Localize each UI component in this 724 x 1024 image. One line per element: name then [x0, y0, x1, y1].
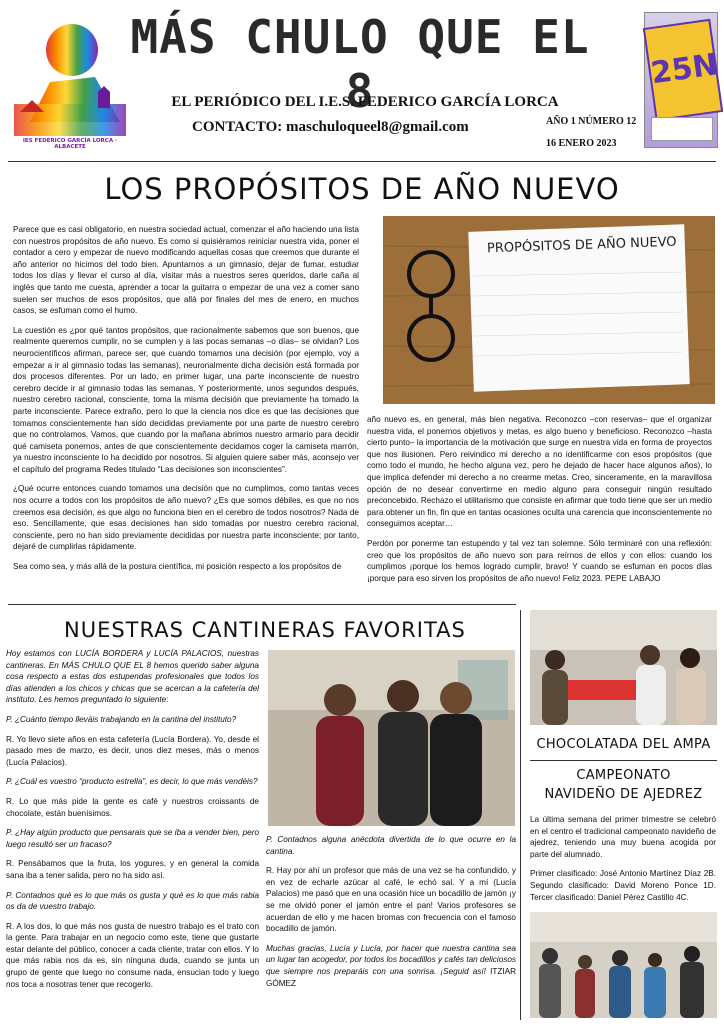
chess-winners-photo: [530, 912, 717, 1018]
article1-paragraph: Sea como sea, y más allá de la postura científica, mi posición respecto a los propósitos de: [13, 562, 342, 572]
sidebar-divider: [530, 760, 717, 761]
25n-badge: [644, 12, 718, 148]
chocolatada-photo: [530, 610, 717, 725]
chocolatada-caption: CHOCOLATADA DEL AMPA: [536, 737, 711, 752]
school-logo: [10, 12, 130, 150]
resolutions-photo-label: PROPÓSITOS DE AÑO NUEVO: [486, 234, 677, 257]
article2-headline: NUESTRAS CANTINERAS FAVORITAS: [64, 618, 466, 642]
interview-question: P. ¿Hay algún producto que pensarais que se iba a vender bien, pero luego resultó ser un fracaso?: [6, 828, 259, 849]
article1-col-left: [13, 224, 359, 581]
chess-body: La última semana del primer trimestre se celebró en el centro el tradicional campeonato navideño de ajedrez, teniendo una muy buena acogida por parte del alumnado.: [530, 815, 716, 859]
article1-paragraph: ¿Qué ocurre entonces cuando tomamos una decisión que no cumplimos, como tantas veces nos ocurre a todos con los propósitos de año nuevo? ¿Es que somos débiles, es que no nos creemos esa decisión, es que algo no funciona bien en el cerebro de todos nosotros? Nada de eso. Sencillamente, que esas decisiones han sido tomadas por nuestro cerebro racional, consciente, pero no han sido previamente decididas por nuestra parte inconsciente; por tanto, dejaré de cumplirlas rápidamente.: [13, 484, 359, 552]
newspaper-subtitle: EL PERIÓDICO DEL I.E.S. FEDERICO GARCÍA LORCA: [171, 94, 559, 110]
chess-title: CAMPEONATO NAVIDEÑO DE AJEDREZ: [544, 768, 703, 802]
interview-question: P. ¿Cuánto tiempo lleváis trabajando en la cantina del instituto?: [6, 714, 237, 724]
interview-answer: R. Hay por ahí un profesor que más de una vez se ha confundido, y en vez de echarle azúcar al café, le echó sal. Y a mí (Lucía Palacios) me pasó que en una ocasión hice un bocadillo de jamón ¡y se me olvidó poner el jamón entre el pan! Varios profesores se acuerdan de ello y me hacen bromas con frecuencia con el famoso bocadillo de jamón.: [266, 866, 516, 934]
interview-answer: R. Pensábamos que la fruta, los yogures, y en general la comida sana iba a tener salida, pero no ha sido así.: [6, 859, 259, 880]
article2-intro: Hoy estamos con LUCÍA BORDERA y LUCÍA PALACIOS, nuestras cantineras. En MÁS CHULO QUE EL 8 hemos querido saber alguna cosa respecto a estas dos estupendas profesionales que todos los días atienden a los chicos y chicas que se acercan a la cafetería del instituto. Les hemos preguntado lo siguiente:: [6, 649, 259, 705]
article1-paragraph: año nuevo es, en general, más bien negativa. Reconozco –con reservas– que el organizar nuestra vida, el ponernos objetivos y metas, es algo bueno y beneficioso. Reconozco –hasta cierto punto– la importancia de la motivación que surge en nuestra vida en forma de proyectos que nos ilusionen. Pero reivindico mi derecho a no identificarme con esos propósitos (que como todo el mundo, he hecho alguna vez, pero he dejado de hacer hace algunos años), lo que implica defender mi derecho a no crearme metas. Creo, sinceramente, en la maravillosa opción de no desear convertirme en medio alguno para conseguir ningún resultado preconcebido. Rechazo el utilitarismo que consiste en afirmar que todo tiene que ser un medio para obtener un fin, fin que en tantas ocasiones oculta una carencia que inconscientemente no conseguimos aceptar…: [367, 415, 712, 529]
article-divider: [8, 604, 516, 605]
masthead-divider: [8, 161, 716, 162]
article2-closing: Muchas gracias, Lucía y Lucía, por hacer que nuestra cantina sea un lugar tan acogedor, por todos los bocadillos y cafés tan deliciosos que siempre nos preparáis con una sonrisa. ¡Seguid así!: [266, 943, 516, 976]
interview-question: P. Contadnos qué es lo que más os gusta y qué es lo que más rabia os da de vuestro trabajo.: [6, 890, 259, 912]
issue-number: AÑO 1 NÚMERO 12: [546, 116, 637, 127]
article2-col-left: [6, 648, 259, 998]
column-divider: [520, 610, 521, 1020]
contact-email[interactable]: CONTACTO: maschuloqueel8@gmail.com: [192, 119, 469, 135]
interview-answer: R. Yo llevo siete años en esta cafetería (Lucía Bordera). Yo, desde el pasado mes de marzo, es decir, unos diez meses, más o menos (Lucía Palacios).: [6, 734, 259, 767]
chess-results: Primer clasificado: José Antonio Martínez Díaz 2B. Segundo clasificado: David Moreno Ponce 1D. Tercer clasificado: Daniel Pérez Castillo 4C.: [530, 869, 716, 902]
logo-caption: IES FEDERICO GARCÍA LORCA · ALBACETE: [22, 138, 118, 150]
issue-date: 16 ENERO 2023: [546, 138, 617, 149]
article1-paragraph: La cuestión es ¿por qué tantos propósitos, que racionalmente sabemos que son buenos, que realmente queremos cumplir, no se cumplen y a las pocas semanas –o días– se olvidan? Los neurocientíficos afirman, parece ser, que cuando tomamos una decisión (por ejemplo, voy a empezar a ir al gimnasio todas las semanas), neuronalmente dicha decisión está formada por dos procesos diferentes. Por un lado, en primer lugar, una parte inconsciente de nuestro cerebro decide ir al gimnasio todas las semanas. Y posteriormente, unos segundos después, nuestro cerebro racional, consciente, toma la misma decisión que previamente ha tomado la parte inconsciente. Parece extraño, pero lo que la ciencia nos dice es que las decisiones que tomamos conscientemente han sido decididas previamente por una parte de nuestro cerebro que no controlamos. Vamos, que cuando por la mañana abrimos nuestro armario para decidir qué camiseta ponernos, antes de que conscientemente decidamos coger la camiseta marrón, ya nuestro inconsciente lo ha decidido por nosotros. Si alguien quiere saber más, aconsejo ver el capítulo del programa Redes titulado “Las decisiones son inconscientes”.: [13, 325, 359, 474]
interview-question: P. ¿Cuál es vuestro “producto estrella”, es decir, lo que más vendéis?: [6, 777, 258, 787]
article2-col-right: [266, 834, 516, 989]
article1-headline: LOS PROPÓSITOS DE AÑO NUEVO: [104, 172, 620, 206]
25n-badge-text: 25N: [643, 19, 723, 122]
interview-answer: R. Lo que más pide la gente es café y nuestros croissants de chocolate, están buenísimos.: [6, 796, 259, 818]
chess-article: [530, 814, 716, 911]
resolutions-photo: [383, 216, 715, 404]
article1-paragraph: Parece que es casi obligatorio, en nuestra sociedad actual, comenzar el año haciendo una lista con nuestros propósitos de año nuevo. Es como si quisiéramos reiniciar nuestra vida, poner el contador a cero y empezar de nuevo modificando aquellas cosas que creemos que durante el año anterior no hicimos del todo bien. Apuntarnos a un gimnasio, dejar de fumar, estudiar todos los días y llevar el curso al día, visitar más a nuestros seres queridos, darle caña al inglés que tanto me cuesta, aprender a tocar la guitarra o empezar de una vez a comer sano suelen ser muchos de esos propósitos, que allá por finales del mes de enero, en muchos casos, se esfuman como el humo.: [13, 225, 359, 316]
interview-answer: R. A los dos, lo que más nos gusta de nuestro trabajo es el trato con la gente. Para trabajar en un negocio como este, tiene que gustarte estar delante del público, conocer a cada cliente, tratar con ellos. Y lo que más rabia nos da es, sin ninguna duda, cuando se junta un grupo de gente que luego no consume nada, ensucian todo y luego nos toca a nosotras tener que recogerlo.: [6, 921, 259, 989]
article1-col-right: [367, 414, 712, 592]
newspaper-title: MÁS CHULO QUE EL 8: [130, 10, 590, 118]
interview-question: P. Contadnos alguna anécdota divertida de lo que ocurre en la cantina.: [266, 835, 516, 856]
article2-author: ITZIAR GÓMEZ: [266, 966, 517, 988]
article1-paragraph: Perdón por ponerme tan estupendo y tal vez tan solemne. Sólo terminaré con una reflexión: creo que los propósitos de año nuevo son para reírnos de ellos y con ellos: cuando los cumplimos ¡porque los hemos logrado cumplir, bravo! Y cuando se esfuman en pocos días ¡porque para eso sirven los propósitos de año nuevo! Feliz 2023. PEPE LABAJO: [367, 538, 712, 583]
cantineras-photo: [268, 650, 515, 826]
